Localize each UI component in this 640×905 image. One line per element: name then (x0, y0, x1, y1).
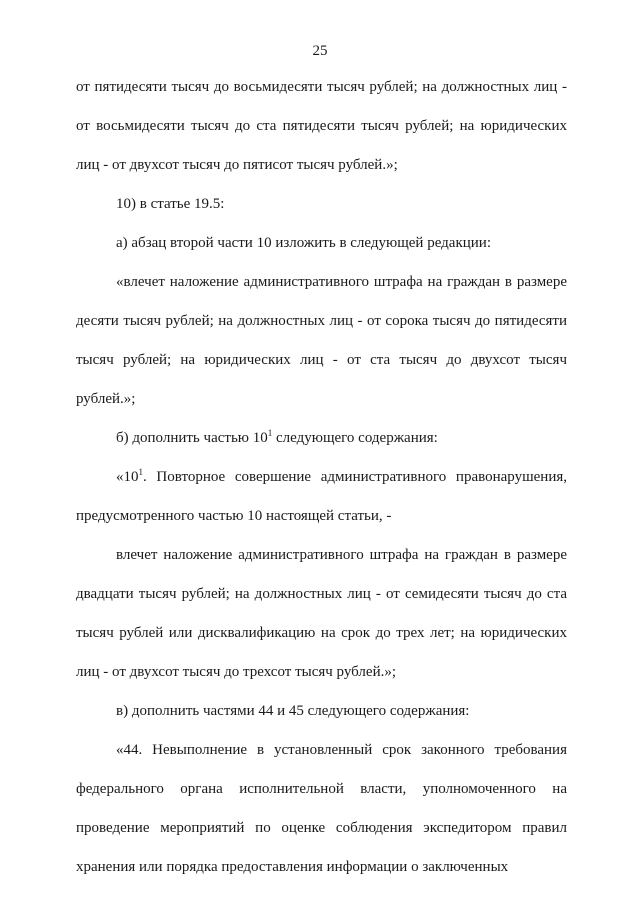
paragraph-part-44: «44. Невыполнение в установленный срок законного требования федерального органа исполнительной власти, уполномоченного на проведение мероприятий по оценке соблюдения экспедитором правил хранения или порядка предоставления информации о заключенных (76, 742, 567, 875)
paragraph-item-a: а) абзац второй части 10 изложить в следующей редакции: (116, 235, 491, 251)
part-10-1-superscript: 1 (138, 467, 143, 477)
item-b-text-start: б) дополнить частью 10 (116, 430, 268, 446)
item-b-text-end: следующего содержания: (272, 430, 438, 446)
document-body (76, 68, 567, 887)
paragraph-quoted-penalty: «влечет наложение административного штрафа на граждан в размере десяти тысяч рублей; на должностных лиц - от сорока тысяч до пятидесяти тысяч рублей; на юридических лиц - от ста тысяч до двухсот тысяч рублей.»; (76, 274, 567, 407)
paragraph-repeat-penalty: влечет наложение административного штрафа на граждан в размере двадцати тысяч рублей; на должностных лиц - от семидесяти тысяч до ста тысяч рублей или дисквалификацию на срок до трех лет; на юридических лиц - от двухсот тысяч до трехсот тысяч рублей.»; (76, 547, 567, 680)
part-10-1-text-end: . Повторное совершение административного правонарушения, предусмотренного частью 10 настоящей статьи, - (76, 469, 567, 524)
page-number: 25 (312, 43, 328, 59)
paragraph-item-b (76, 419, 567, 458)
paragraph-part-10-1 (76, 458, 567, 536)
item-b-superscript: 1 (267, 428, 273, 438)
paragraph-item-v: в) дополнить частями 44 и 45 следующего содержания: (116, 703, 470, 719)
part-10-1-text-start: «10 (116, 469, 139, 485)
paragraph-continuation: от пятидесяти тысяч до восьмидесяти тысяч рублей; на должностных лиц - от восьмидесяти тысяч до ста пятидесяти тысяч рублей; на юридических лиц - от двухсот тысяч до пятисот тысяч рублей.»; (76, 79, 567, 173)
paragraph-article-heading: 10) в статье 19.5: (116, 196, 225, 212)
